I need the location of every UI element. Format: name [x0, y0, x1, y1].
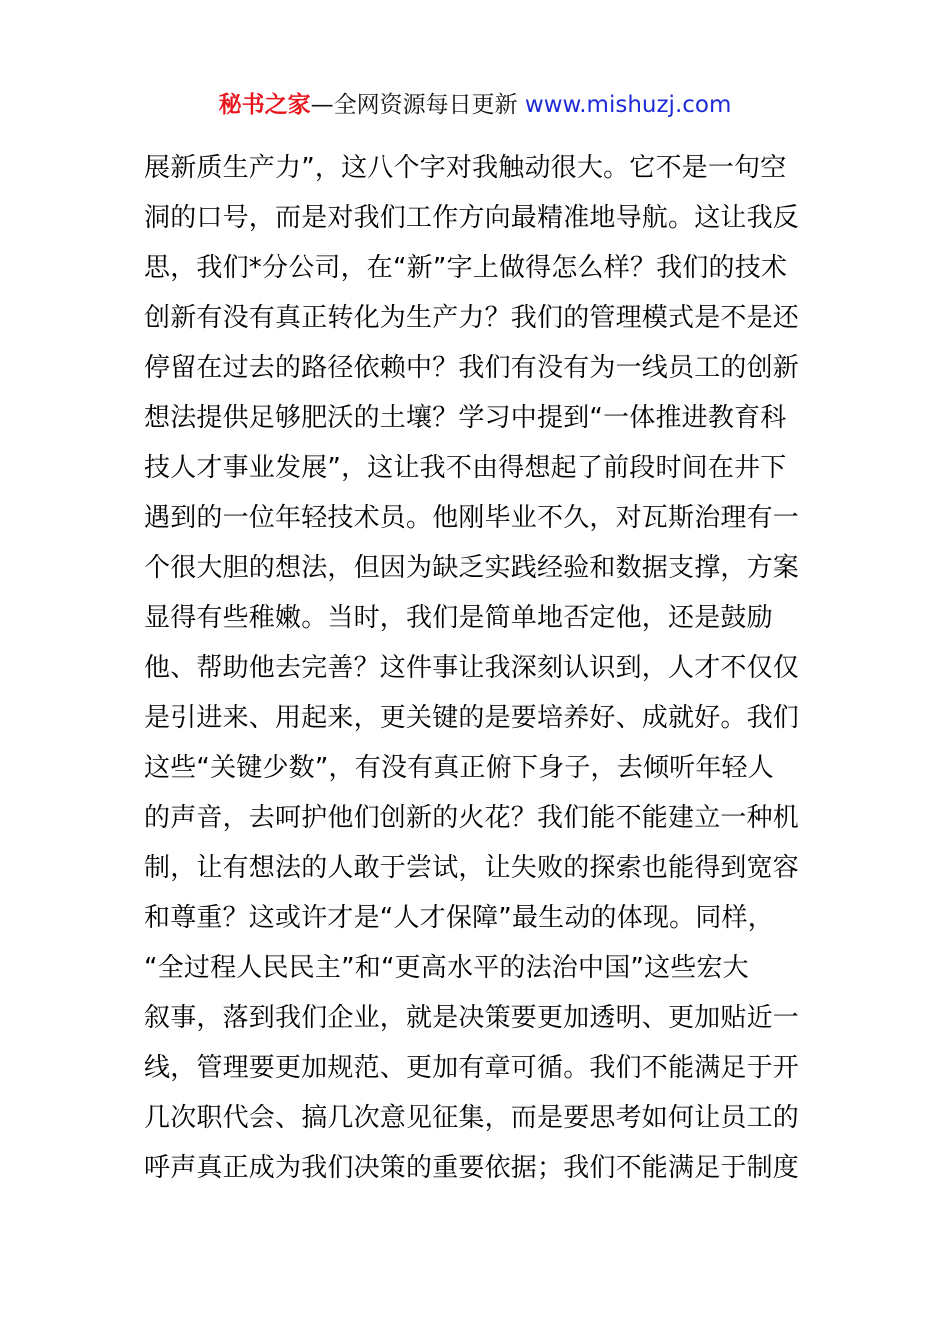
text-line: 个很大胆的想法，但因为缺乏实践经验和数据支撑，方案	[144, 553, 800, 583]
body-text	[144, 143, 809, 1193]
text-line: 停留在过去的路径依赖中？我们有没有为一线员工的创新	[144, 353, 800, 383]
text-line: 思，我们*分公司，在“新”字上做得怎么样？我们的技术	[144, 253, 788, 283]
text-line: 和尊重？这或许才是“人才保障”最生动的体现。同样，	[144, 903, 774, 933]
text-line: 几次职代会、搞几次意见征集，而是要思考如何让员工的	[144, 1103, 800, 1133]
header-tagline: —全网资源每日更新	[310, 92, 525, 118]
text-line: 想法提供足够肥沃的土壤？学习中提到“一体推进教育科	[144, 403, 787, 433]
text-line: 洞的口号，而是对我们工作方向最精准地导航。这让我反	[144, 203, 800, 233]
text-line: 的声音，去呵护他们创新的火花？我们能不能建立一种机	[144, 803, 800, 833]
text-line: 遇到的一位年轻技术员。他刚毕业不久，对瓦斯治理有一	[144, 503, 800, 533]
text-line: 制，让有想法的人敢于尝试，让失败的探索也能得到宽容	[144, 853, 800, 883]
text-line: 创新有没有真正转化为生产力？我们的管理模式是不是还	[144, 303, 800, 333]
text-line: 他、帮助他去完善？这件事让我深刻认识到，人才不仅仅	[144, 653, 800, 683]
text-line: 叙事，落到我们企业，就是决策要更加透明、更加贴近一	[144, 1003, 800, 1033]
text-line: 展新质生产力”，这八个字对我触动很大。它不是一句空	[144, 153, 787, 183]
text-line: 这些“关键少数”，有没有真正俯下身子，去倾听年轻人	[144, 753, 774, 783]
text-line: 线，管理要更加规范、更加有章可循。我们不能满足于开	[144, 1053, 800, 1083]
brand-name: 秘书之家	[218, 92, 311, 118]
text-line: 技人才事业发展”，这让我不由得想起了前段时间在井下	[144, 453, 787, 483]
page-header	[0, 88, 950, 122]
text-line: “全过程人民民主”和“更高水平的法治中国”这些宏大	[144, 953, 749, 983]
text-line: 显得有些稚嫩。当时，我们是简单地否定他，还是鼓励	[144, 603, 773, 633]
site-link[interactable]: www.mishuzj.com	[524, 92, 732, 118]
text-line: 呼声真正成为我们决策的重要依据；我们不能满足于制度	[144, 1153, 800, 1183]
text-line: 是引进来、用起来，更关键的是要培养好、成就好。我们	[144, 703, 800, 733]
